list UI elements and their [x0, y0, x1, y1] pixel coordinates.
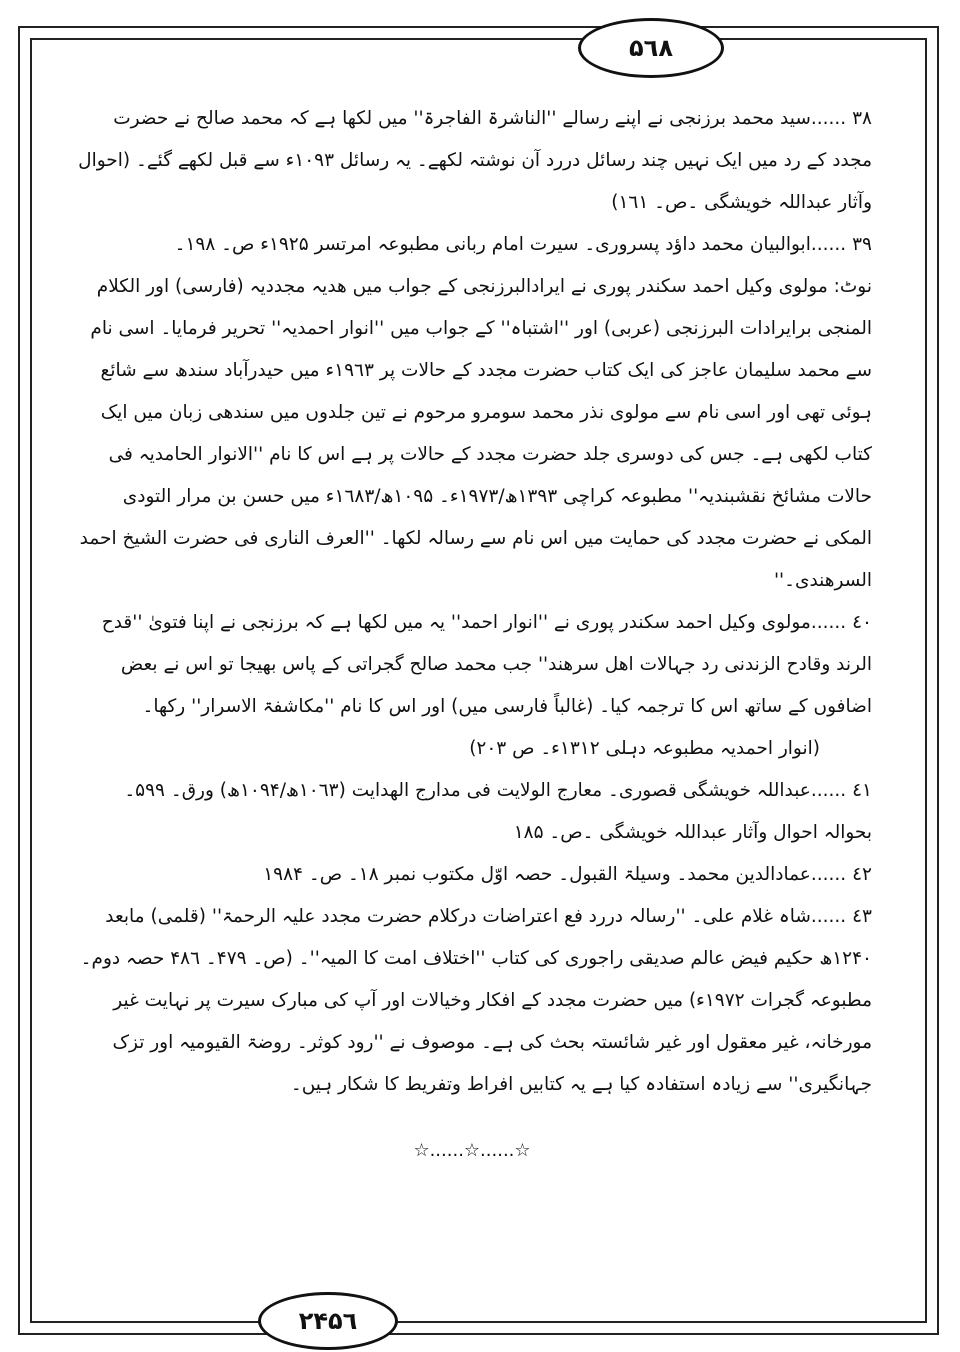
footnote-text: ......شاہ غلام علی۔ ''رسالہ دررد فع اعتراضات درکلام حضرت مجدد علیہ الرحمۃ'' (قلمی) مابعد ۱۲۴۰ھ حکیم فیض عالم صدیقی راجوری کی کتاب ''اختلاف امت کا المیہ''۔ (ص۔ ۴۷۹۔ ۴۸٦ حصہ دوم۔ مطبوعہ گجرات ۱۹۷۲ء) میں حضرت مجدد کے افکار وخیالات اور آپ کی مبارک سیرت پر نہایت غیر مورخانہ، غیر معقول اور غیر شائستہ بحث کی ہے۔ موصوف نے ''رود کوثر۔ روضۃ القیومیہ اور تزک جہانگیری'' سے زیادہ استفادہ کیا ہے یہ کتابیں افراط وتفریط کا شکار ہیں۔ [80, 906, 872, 1095]
footnote-38 [72, 98, 872, 224]
footnote-text: ......عبداللہ خویشگی قصوری۔ معارج الولایت فی مدارج الھدایت (۱۰٦۳ھ/۱۰۹۴ھ) ورق۔ ۵۹۹۔ بحوالہ احوال وآثار عبداللہ خویشگی ۔ص۔ ۱۸۵ [124, 780, 872, 843]
footnote-text: ......مولوی وکیل احمد سکندر پوری نے ''انوار احمد'' یہ میں لکھا ہے کہ برزنجی نے اپنا فتویٰ ''قدح الرند وقادح الزندنی رد جہالات اھل سرھند'' جب محمد صالح گجراتی کے پاس بھیجا تو اس نے بعض اضافوں کے ساتھ اس کا ترجمہ کیا۔ (غالباً فارسی میں) اور اس کا نام ''مکاشفۃ الاسرار'' رکھا۔ [101, 612, 872, 717]
header-page-number-text: ۵٦۸ [629, 34, 673, 62]
footnote-number: ٤١ [852, 780, 872, 801]
footnote-number: ٤٢ [852, 864, 872, 885]
header-page-number [578, 18, 724, 78]
footnotes-body [72, 98, 872, 1172]
footnote-text: ......عمادالدین محمد۔ وسیلۃ القبول۔ حصہ اوّل مکتوب نمبر ۱۸۔ ص۔ ۱۹۸۴ [263, 864, 847, 885]
footnote-number: ٣٨ [852, 108, 872, 129]
footnote-43 [72, 896, 872, 1106]
footnote-42 [72, 854, 872, 896]
footnote-text: ......سید محمد برزنجی نے اپنے رسالے ''الناشرۃ الفاجرۃ'' میں لکھا ہے کہ محمد صالح نے حضرت مجدد کے رد میں ایک نہیں چند رسائل دررد آن نوشتہ لکھے۔ یہ رسائل ۱۰۹۳ء سے قبل لکھے گئے۔ (احوال وآثار عبداللہ خویشگی ۔ص۔ ۱٦۱) [78, 108, 872, 213]
footer-page-number [258, 1292, 398, 1350]
note-text: نوٹ: مولوی وکیل احمد سکندر پوری نے ایرادالبرزنجی کے جواب میں ھدیہ مجددیہ (فارسی) اور الکلام المنجی برایرادات البرزنجی (عربی) اور ''اشتباہ'' کے جواب میں ''انوار احمدیہ'' تحریر فرمایا۔ اسی نام سے محمد سلیمان عاجز کی ایک کتاب حضرت مجدد کے حالات پر ۱۹٦۳ء میں حیدرآباد سندھ سے شائع ہوئی تھی اور اسی نام سے مولوی نذر محمد سومرو مرحوم نے تین جلدوں میں سندھی زبان میں ایک کتاب لکھی ہے۔ جس کی دوسری جلد حضرت مجدد کے حالات پر ہے اس کا نام ''الانوار الحامدیہ فی حالات مشائخ نقشبندیہ'' مطبوعہ کراچی ۱۳۹۳ھ/۱۹۷۳ء۔ ۱۰۹۵ھ/۱٦۸۳ء میں حسن بن مرار التودی المکی نے حضرت مجدد کی حمایت میں اس نام سے رسالہ لکھا۔ ''العرف الناری فی حضرت الشیخ احمد السرھندی۔'' [79, 276, 872, 591]
footnote-41 [72, 770, 872, 854]
reference-text: (انوار احمدیہ مطبوعہ دہلی ۱۳۱۲ء۔ ص ۲۰۳) [469, 738, 820, 759]
footnote-number: ٤٠ [852, 612, 872, 633]
footnote-text: ......ابوالبیان محمد داؤد پسروری۔ سیرت امام ربانی مطبوعہ امرتسر ۱۹۲۵ء ص۔ ۱۹۸۔ [174, 234, 847, 255]
footnote-number: ٤٣ [852, 906, 872, 927]
star-separator: ☆......☆......☆ [413, 1140, 531, 1161]
note-paragraph [72, 266, 872, 602]
footnote-40 [72, 602, 872, 728]
footnote-number: ٣٩ [852, 234, 872, 255]
footnote-40-reference [72, 728, 872, 770]
footer-page-number-text: ۲۴۵٦ [298, 1307, 358, 1335]
footnote-39 [72, 224, 872, 266]
